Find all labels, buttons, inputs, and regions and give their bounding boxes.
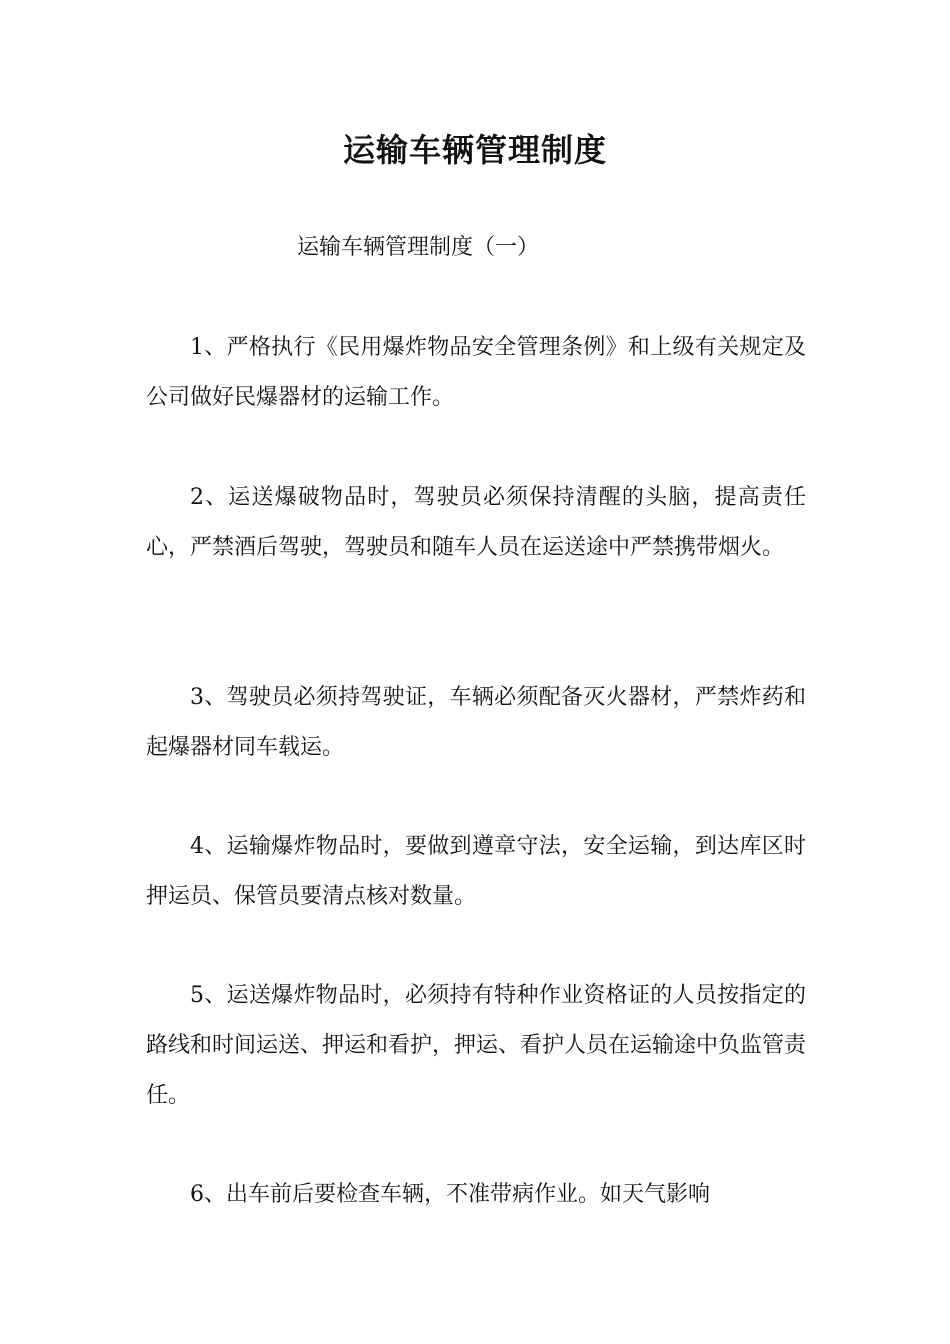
rule-paragraph-4: 4、运输爆炸物品时，要做到遵章守法，安全运输，到达库区时押运员、保管员要清点核对数量。 <box>146 834 806 909</box>
rule-paragraph-3: 3、驾驶员必须持驾驶证，车辆必须配备灭火器材，严禁炸药和起爆器材同车载运。 <box>146 685 806 760</box>
document-subtitle: 运输车辆管理制度（一） <box>297 235 540 260</box>
rule-paragraph-2: 2、运送爆破物品时，驾驶员必须保持清醒的头脑，提高责任心，严禁酒后驾驶，驾驶员和随车人员在运送途中严禁携带烟火。 <box>146 485 806 560</box>
rule-paragraph-5: 5、运送爆炸物品时，必须持有特种作业资格证的人员按指定的路线和时间运送、押运和看护，押运、看护人员在运输途中负监管责任。 <box>146 983 807 1108</box>
rule-paragraph-6: 6、出车前后要检查车辆，不准带病作业。如天气影响 <box>190 1182 710 1207</box>
document-title: 运输车辆管理制度 <box>342 131 607 169</box>
rule-paragraph-1: 1、严格执行《民用爆炸物品安全管理条例》和上级有关规定及公司做好民爆器材的运输工作。 <box>146 335 806 410</box>
